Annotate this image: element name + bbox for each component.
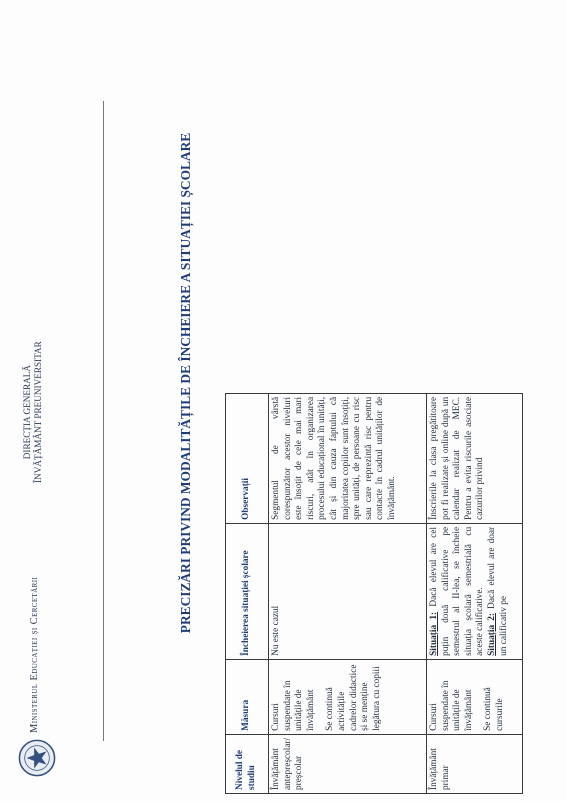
measure-line-1: Cursuri suspendate în unitățile de învățământ xyxy=(429,680,474,731)
table-header-row xyxy=(226,393,269,793)
table-row xyxy=(427,393,523,793)
cell-closing: Nu este cazul xyxy=(269,523,427,659)
direction-name xyxy=(22,341,44,483)
header-observations: Observații xyxy=(226,393,269,523)
ministry-seal-icon xyxy=(18,739,56,777)
closing-situation-2 xyxy=(487,527,510,656)
cell-observations: Segmentul de vârstă corespunzător acestor niveluri este însoțit de cele mai mari riscuri, atât în organizarea procesului educațional în unități, cât și din cauza faptului că majoritatea copiilor sunt însoțiți, spre unități, de persoane cu risc sau care reprezintă risc pentru contacte în cadrul unităților de învățământ. xyxy=(269,393,427,523)
closing-situation-1 xyxy=(429,527,487,656)
measure-line-2: Se continuă cursurile xyxy=(483,687,505,731)
measure-line-2: Se continuă activitățile cadrelor didactice și se menține legătura cu copiii xyxy=(325,664,382,731)
measure-line-1: Cursuri suspendate în unitățile de învățământ xyxy=(271,680,316,731)
ministry-name: Ministerul Educației și Cercetării xyxy=(29,576,40,733)
header-closing: Încheierea situației școlare xyxy=(226,523,269,659)
direction-line-1: DIRECȚIA GENERALĂ xyxy=(22,365,32,460)
cell-measure xyxy=(427,659,523,734)
situation-2-text: Dacă elevul are doar un calificativ pe xyxy=(486,526,509,656)
situation-2-label: Situația 2: xyxy=(486,613,497,656)
cell-level: Învățământ primar xyxy=(427,734,523,793)
direction-line-2: ÎNVĂȚĂMÂNT PREUNIVERSITAR xyxy=(33,341,43,483)
situation-1-text: Dacă elevul are cel puțin două calificative pe semestrul al II-lea, se încheie situația școlară semestrială cu aceste calificative. xyxy=(429,526,486,656)
situation-1-label: Situația 1: xyxy=(429,611,439,656)
header-measure: Măsura xyxy=(226,659,269,734)
document-title: PRECIZĂRI PRIVIND MODALITĂȚILE DE ÎNCHEIERE A SITUAȚIEI ȘCOLARE xyxy=(178,132,193,634)
closing-table xyxy=(225,393,523,794)
cell-closing xyxy=(427,523,523,659)
header-level: Nivelul de studiu xyxy=(226,734,269,793)
table-row xyxy=(269,393,427,793)
cell-observations: Înscrierile la clasa pregătitoare pot fi realizate și online după un calendar realizat de MEC. Pentru a evita riscurile asociate cazurilor privind xyxy=(427,393,523,523)
cell-level: Învățământ antepreșcolar/ preșcolar xyxy=(269,734,427,793)
header-divider xyxy=(103,101,104,741)
cell-measure xyxy=(269,659,427,734)
